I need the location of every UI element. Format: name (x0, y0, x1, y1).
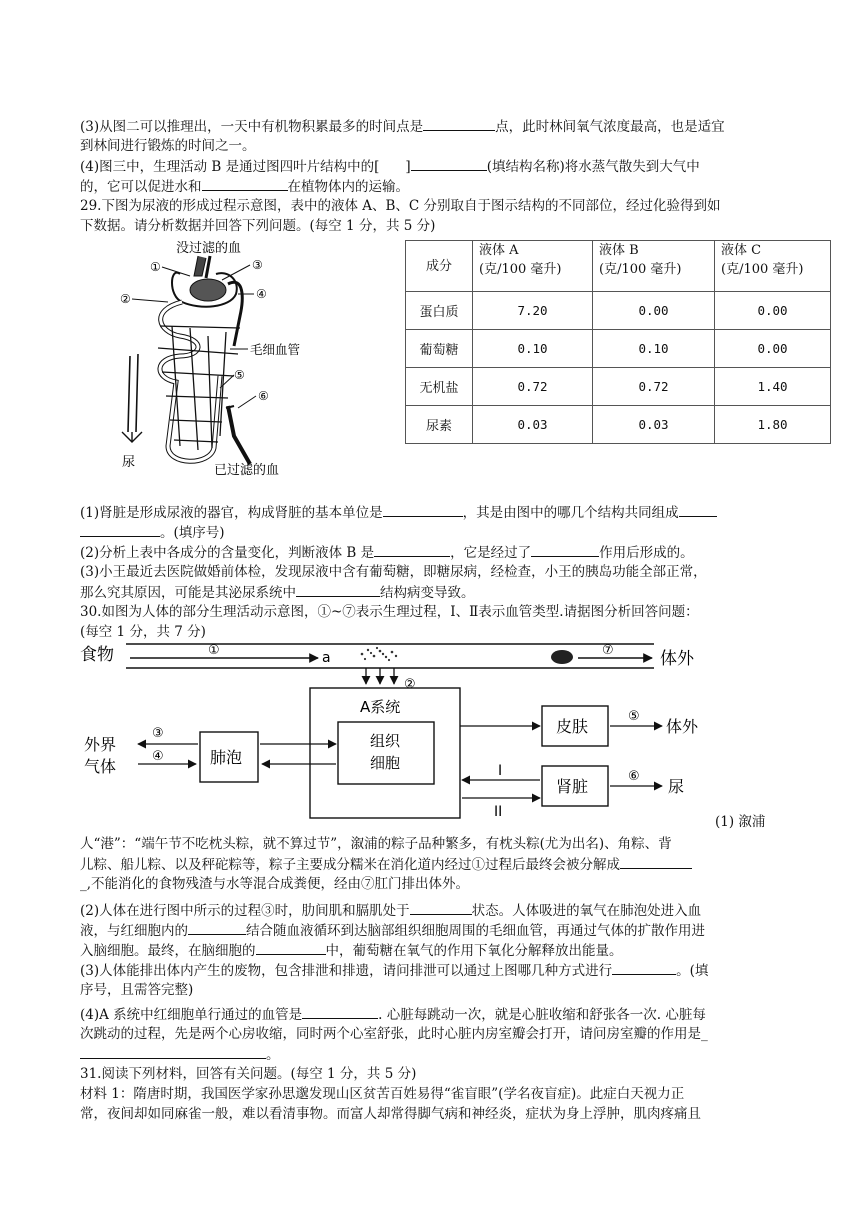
answer-blank[interactable] (679, 502, 717, 517)
cell-label: 细胞 (370, 754, 401, 772)
filtered-blood-label: 已过滤的血 (214, 463, 280, 478)
text-line (80, 1024, 708, 1044)
answer-blank[interactable] (80, 1044, 266, 1059)
text-line (80, 900, 701, 921)
text-line (80, 1044, 280, 1065)
nephron-diagram (110, 236, 340, 480)
text-line (80, 920, 705, 941)
answer-blank[interactable] (302, 1004, 378, 1019)
text-segment: (3)人体能排出体内产生的废物，包含排泄和排遗，请问排泄可以通过上图哪几种方式进行 (80, 963, 613, 979)
marker-3: ③ (252, 258, 263, 272)
text-line (80, 196, 721, 216)
answer-blank[interactable] (256, 940, 326, 955)
outside-label-1: 体外 (660, 649, 694, 669)
text-segment: 作用后形成的。 (599, 545, 694, 561)
outside-air-label-2: 气体 (84, 757, 117, 776)
capillary-label: 毛细血管 (250, 342, 301, 357)
text-segment: 序号，且需答完整) (80, 982, 194, 998)
step-7: ⑦ (602, 643, 614, 658)
text-segment: ] (405, 159, 411, 175)
text-segment: 到林间进行锻炼的时间之一。 (80, 138, 256, 154)
outside-label-2: 体外 (666, 717, 699, 736)
step-3: ③ (152, 726, 164, 741)
text-line (80, 854, 692, 875)
text-segment: (3)从图二可以推理出，一天中有机物积累最多的时间点是 (80, 119, 424, 135)
col-header-a: 液体 A (克/100 毫升) (473, 241, 593, 292)
feces-blob (551, 650, 573, 664)
answer-blank[interactable] (374, 542, 450, 557)
tissue-label: 组织 (370, 732, 401, 750)
text-segment: 点，此时林间氧气浓度最高，也是适宜 (495, 119, 725, 135)
text-segment: 那么究其原因，可能是其泌尿系统中 (80, 585, 296, 601)
text-segment: 。 (266, 1047, 280, 1063)
text-segment: 结构病变导致。 (380, 585, 475, 601)
answer-blank[interactable] (423, 116, 495, 131)
text-line (80, 116, 725, 137)
answer-blank[interactable] (296, 582, 380, 597)
text-line (80, 834, 672, 854)
col-header-c: 液体 C (克/100 毫升) (715, 241, 831, 292)
answer-blank[interactable] (202, 176, 288, 191)
text-segment: 。(填序号) (160, 525, 225, 541)
system-a-label: A系统 (360, 698, 401, 716)
text-segment: 人“港”：“端午节不吃枕头粽，就不算过节”，溆浦的粽子品种繁多，有枕头粽(尤为出名)、角粽、背 (80, 836, 672, 852)
text-line (80, 1064, 416, 1084)
food-label: 食物 (80, 645, 114, 665)
table-row: 蛋白质 7.20 0.00 0.00 (406, 292, 831, 330)
answer-blank[interactable] (612, 960, 676, 975)
text-line (80, 562, 707, 582)
text-segment: ，它是经过了 (450, 545, 532, 561)
text-segment: 。(填 (676, 963, 709, 979)
text-segment: 液，与红细胞内的 (80, 923, 188, 939)
vessel-2-label: II (494, 804, 503, 820)
nutrient-particles (356, 647, 400, 662)
text-segment: 下数据。请分析数据并回答下列问题。(每空 1 分，共 5 分) (80, 218, 436, 234)
text-line (80, 960, 708, 981)
text-segment: _,不能消化的食物残渣与水等混合成粪便，经由⑦肛门排出体外。 (80, 876, 470, 892)
text-line (80, 502, 717, 523)
step-6: ⑥ (628, 769, 640, 784)
table-row: 无机盐 0.72 0.72 1.40 (406, 368, 831, 406)
text-segment: (每空 1 分，共 7 分) (80, 624, 206, 640)
q30-sub1-prefix: (1) 溆浦 (715, 814, 766, 830)
marker-6: ⑥ (258, 389, 269, 403)
text-line (80, 1004, 706, 1025)
nutrient-a-label: a (322, 650, 331, 666)
marker-5: ⑤ (234, 368, 245, 382)
text-segment: 儿粽、船儿粽、以及秤砣粽等，粽子主要成分糯米在消化道内经过①过程后最终会被分解成 (80, 857, 620, 873)
text-line (80, 1084, 684, 1104)
text-segment: (3)小王最近去医院做婚前体检，发现尿液中含有葡萄糖，即糖尿病，经检查，小王的胰岛功能全部正常， (80, 564, 707, 580)
text-segment: 中，葡萄糖在氧气的作用下氧化分解释放出能量。 (325, 943, 623, 959)
physiology-flow-diagram (80, 634, 780, 824)
text-segment: 30.如图为人体的部分生理活动示意图，①~⑦表示生理过程，Ⅰ、Ⅱ表示血管类型.请据图分析回答问题： (80, 604, 699, 620)
text-segment: 常，夜间却如同麻雀一般，难以看清事物。而富人却常得脚气病和神经炎，症状为身上浮肿，肌肉疼痛且 (80, 1106, 701, 1122)
step-5: ⑤ (628, 709, 640, 724)
alveoli-label: 肺泡 (210, 748, 243, 767)
fluid-composition-table (405, 240, 831, 444)
text-line (80, 874, 469, 894)
text-line (80, 522, 225, 543)
text-segment: 结合随血液循环到达脑部组织细胞周围的毛细血管，再通过气体的扩散作用进 (246, 923, 705, 939)
text-segment: ，其是由图中的哪几个结构共同组成 (462, 505, 679, 521)
text-segment: 的，它可以促进水和 (80, 179, 202, 195)
text-line (80, 156, 700, 177)
answer-blank[interactable] (410, 900, 472, 915)
answer-blank[interactable] (188, 920, 246, 935)
table-row: 尿素 0.03 0.03 1.80 (406, 406, 831, 444)
text-segment: (1)肾脏是形成尿液的器官，构成肾脏的基本单位是 (80, 505, 383, 521)
marker-4: ④ (256, 287, 267, 301)
text-segment: 在植物体内的运输。 (287, 179, 409, 195)
unfiltered-blood-label: 没过滤的血 (176, 241, 242, 256)
outside-air-label-1: 外界 (84, 735, 117, 754)
text-line (80, 542, 694, 563)
text-segment: (2)分析上表中各成分的含量变化，判断液体 B 是 (80, 545, 375, 561)
answer-blank[interactable] (80, 522, 160, 537)
text-line (80, 216, 435, 236)
table-row: 葡萄糖 0.10 0.10 0.00 (406, 330, 831, 368)
answer-blank[interactable] (383, 502, 463, 517)
text-segment: 29.下图为尿液的形成过程示意图，表中的液体 A、B、C 分别取自于图示结构的不同部位，经过化验得到如 (80, 198, 721, 214)
urine-label: 尿 (122, 455, 136, 470)
skin-label: 皮肤 (556, 717, 589, 736)
text-segment: 31.阅读下列材料，回答有关问题。(每空 1 分，共 5 分) (80, 1066, 417, 1082)
text-line (80, 1104, 701, 1124)
step-1: ① (208, 643, 220, 658)
text-line (80, 602, 699, 622)
answer-blank[interactable] (379, 157, 405, 171)
text-line (80, 176, 409, 197)
marker-1: ① (150, 260, 161, 274)
answer-blank[interactable] (411, 156, 487, 171)
text-line (80, 136, 256, 156)
answer-blank[interactable] (620, 854, 692, 869)
marker-2: ② (120, 292, 131, 306)
kidney-label: 肾脏 (556, 777, 589, 796)
step-4: ④ (152, 749, 164, 764)
text-segment: (填结构名称)将水蒸气散失到大气中 (486, 159, 700, 175)
text-segment: (4)A 系统中红细胞单行通过的血管是 (80, 1007, 303, 1023)
col-header-b: 液体 B (克/100 毫升) (593, 241, 715, 292)
urine-output-label: 尿 (668, 777, 685, 796)
step-2: ② (404, 677, 416, 692)
vessel-1-label: I (498, 763, 503, 779)
col-header-component: 成分 (406, 241, 473, 292)
text-line (80, 940, 623, 961)
answer-blank[interactable] (531, 542, 599, 557)
text-line (80, 980, 193, 1000)
text-segment: (2)人体在进行图中所示的过程③时，肋间肌和膈肌处于 (80, 903, 410, 919)
text-segment: 次跳动的过程，先是两个心房收缩，同时两个心室舒张，此时心脏内房室瓣会打开，请问房室瓣的作用是_ (80, 1026, 708, 1042)
text-segment: 材料 1：隋唐时期，我国医学家孙思邈发现山区贫苦百姓易得“雀盲眼”(学名夜盲症)。此症白天视力正 (80, 1086, 685, 1102)
text-segment: 状态。人体吸进的氧气在肺泡处进入血 (471, 903, 702, 919)
text-segment: . 心脏每跳动一次，就是心脏收缩和舒张各一次. 心脏每 (378, 1007, 706, 1023)
text-segment: (4)图三中，生理活动 B 是通过图四叶片结构中的[ (80, 159, 380, 175)
text-segment: 入脑细胞。最终，在脑细胞的 (80, 943, 256, 959)
text-line (80, 582, 475, 603)
